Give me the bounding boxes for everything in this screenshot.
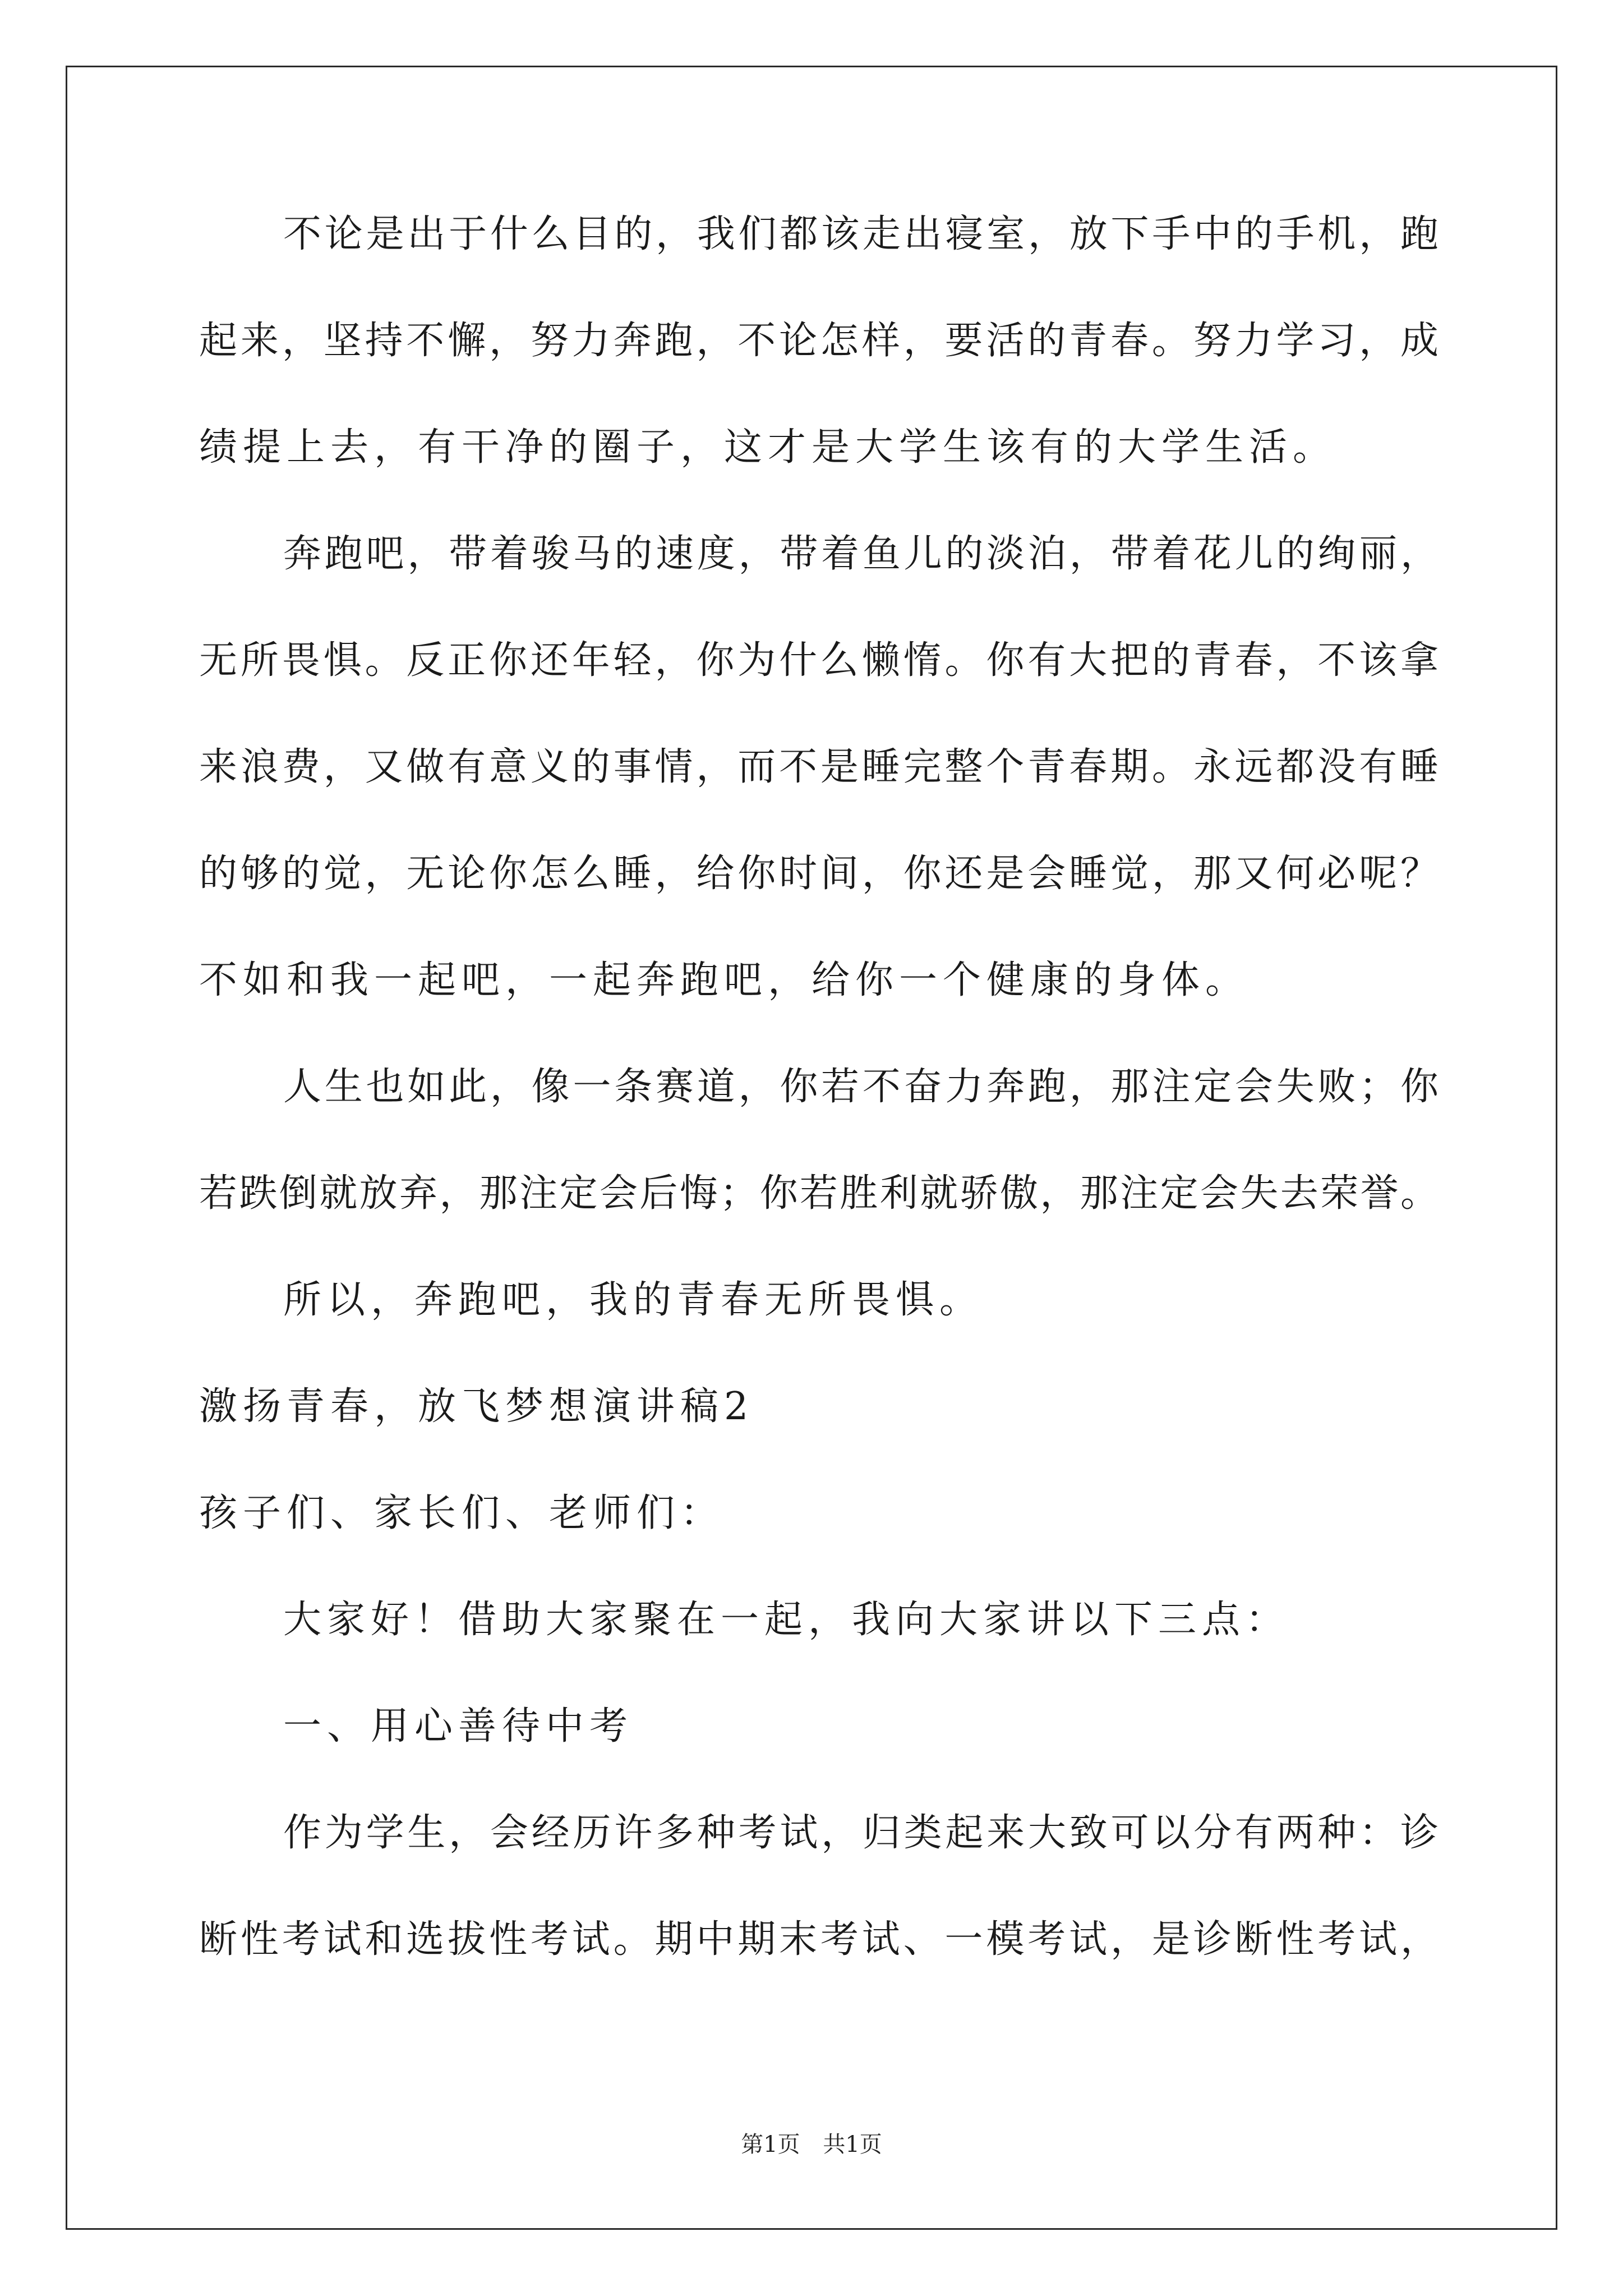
paragraph-line: 大家好！借助大家聚在一起，我向大家讲以下三点：	[283, 1598, 1290, 1642]
paragraph-line: 无所畏惧。反正你还年轻，你为什么懒惰。你有大把的青春，不该拿	[199, 638, 1438, 683]
page-border	[66, 66, 1557, 2230]
paragraph-line: 断性考试和选拔性考试。期中期末考试、一模考试，是诊断性考试，	[199, 1917, 1438, 1962]
paragraph-line: 来浪费，又做有意义的事情，而不是睡完整个青春期。永远都没有睡	[199, 745, 1438, 789]
subsection-heading: 一、用心善待中考	[283, 1704, 634, 1749]
current-page-number: 第1页	[741, 2132, 800, 2157]
section-heading: 激扬青春，放飞梦想演讲稿2	[199, 1384, 754, 1429]
paragraph-line: 人生也如此，像一条赛道，你若不奋力奔跑，那注定会失败；你	[283, 1065, 1438, 1109]
paragraph-line: 不如和我一起吧，一起奔跑吧，给你一个健康的身体。	[199, 958, 1249, 1002]
paragraph-line: 的够的觉，无论你怎么睡，给你时间，你还是会睡觉，那又何必呢？	[199, 852, 1438, 896]
paragraph-line: 所以，奔跑吧，我的青春无所畏惧。	[283, 1278, 984, 1322]
paragraph-line: 绩提上去，有干净的圈子，这才是大学生该有的大学生活。	[199, 425, 1337, 470]
paragraph-line: 作为学生，会经历许多种考试，归类起来大致可以分有两种：诊	[283, 1811, 1438, 1855]
total-page-count: 共1页	[823, 2132, 882, 2157]
paragraph-line: 不论是出于什么目的，我们都该走出寝室，放下手中的手机，跑	[283, 212, 1438, 256]
paragraph-line: 起来，坚持不懈，努力奔跑，不论怎样，要活的青春。努力学习，成	[199, 319, 1438, 363]
salutation: 孩子们、家长们、老师们：	[199, 1491, 725, 1535]
paragraph-line: 若跌倒就放弃，那注定会后悔；你若胜利就骄傲，那注定会失去荣誉。	[199, 1171, 1438, 1216]
page-footer	[0, 2131, 1623, 2159]
paragraph-line: 奔跑吧，带着骏马的速度，带着鱼儿的淡泊，带着花儿的绚丽，	[283, 532, 1438, 576]
